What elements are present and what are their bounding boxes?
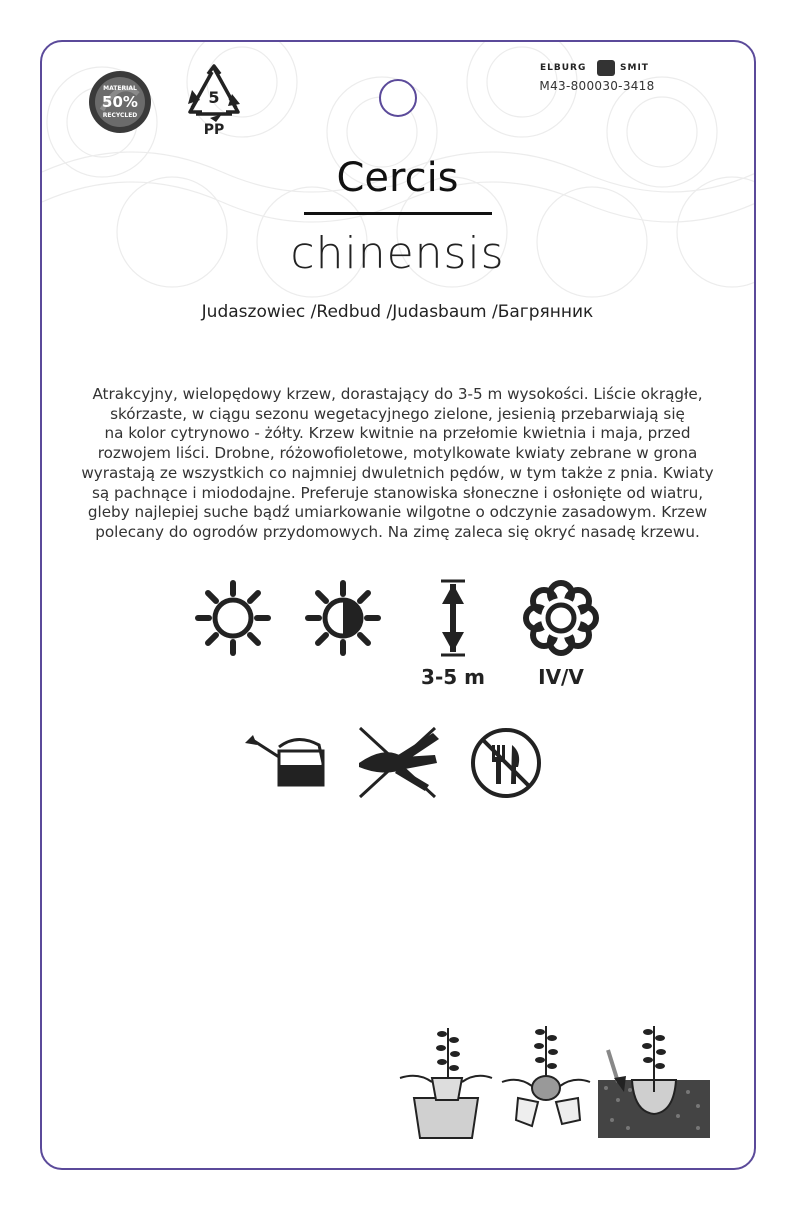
description-line: wyrastają ze wszystkich co najmniej dwuletnich pędów, w tym także z pnia. Kwiaty	[81, 463, 714, 482]
brand-mark-icon	[597, 60, 615, 76]
description-line: rozwojem liści. Drobne, różowofioletowe, motylkowate kwiaty zebrane w grona	[97, 444, 698, 463]
height-label: 3-5 m	[421, 665, 485, 689]
title-divider	[304, 212, 492, 215]
flower-icon	[523, 580, 599, 656]
description-line: polecany do ogrodów przydomowych. Na zimę zaleca się okryć nasadę krzewu.	[95, 522, 700, 541]
plant-in-ground-icon	[598, 1020, 710, 1140]
description-line: na kolor cytrynowo - żółty. Krzew kwitnie na przełomie kwietnia i maja, przed	[104, 424, 691, 443]
common-names: Judaszowiec /Redbud /Judasbaum /Багрянник	[201, 302, 594, 322]
partial-shade-icon	[305, 580, 381, 656]
brand-logo	[540, 60, 680, 78]
badge-percent-text: 50%	[102, 93, 138, 111]
recycle-pp-icon	[182, 64, 246, 138]
bloom-label: IV/V	[538, 665, 584, 689]
plant-label-card	[40, 40, 756, 1170]
species-title: chinensis	[290, 228, 505, 279]
not-edible-icon	[470, 727, 542, 799]
recycle-number: 5	[208, 88, 220, 107]
genus-title: Cercis	[336, 155, 459, 201]
recycled-material-badge-icon	[88, 70, 152, 134]
remove-pot-icon	[500, 1020, 592, 1130]
brand-left-text: ELBURG	[540, 63, 587, 73]
height-arrow-icon	[438, 578, 468, 658]
hang-hole	[379, 79, 417, 117]
description-line: gleby najlepiej suche bądź umiarkowanie wilgotne o odczynie zasadowym. Krzew	[87, 503, 708, 522]
description-line: są pachnące i miododajne. Preferuje stanowiska słoneczne i osłonięte od wiatru,	[91, 483, 704, 502]
full-sun-icon	[195, 580, 271, 656]
description-line: skórzaste, w ciągu sezonu wegetacyjnego zielone, jesienią przebarwiają się	[110, 404, 685, 423]
description	[60, 385, 735, 543]
badge-material-text: MATERIAL	[103, 85, 137, 92]
brand-right-text: SMIT	[620, 63, 649, 73]
no-pruning-icon	[355, 725, 440, 800]
watering-can-icon	[245, 735, 330, 790]
badge-recycled-text: RECYCLED	[102, 112, 138, 119]
description-line: Atrakcyjny, wielopędowy krzew, dorastający do 3-5 m wysokości. Liście okrągłe,	[92, 385, 703, 403]
product-code: M43-800030-3418	[539, 79, 655, 93]
recycle-code: PP	[203, 122, 225, 138]
pot-soak-icon	[398, 1020, 494, 1140]
